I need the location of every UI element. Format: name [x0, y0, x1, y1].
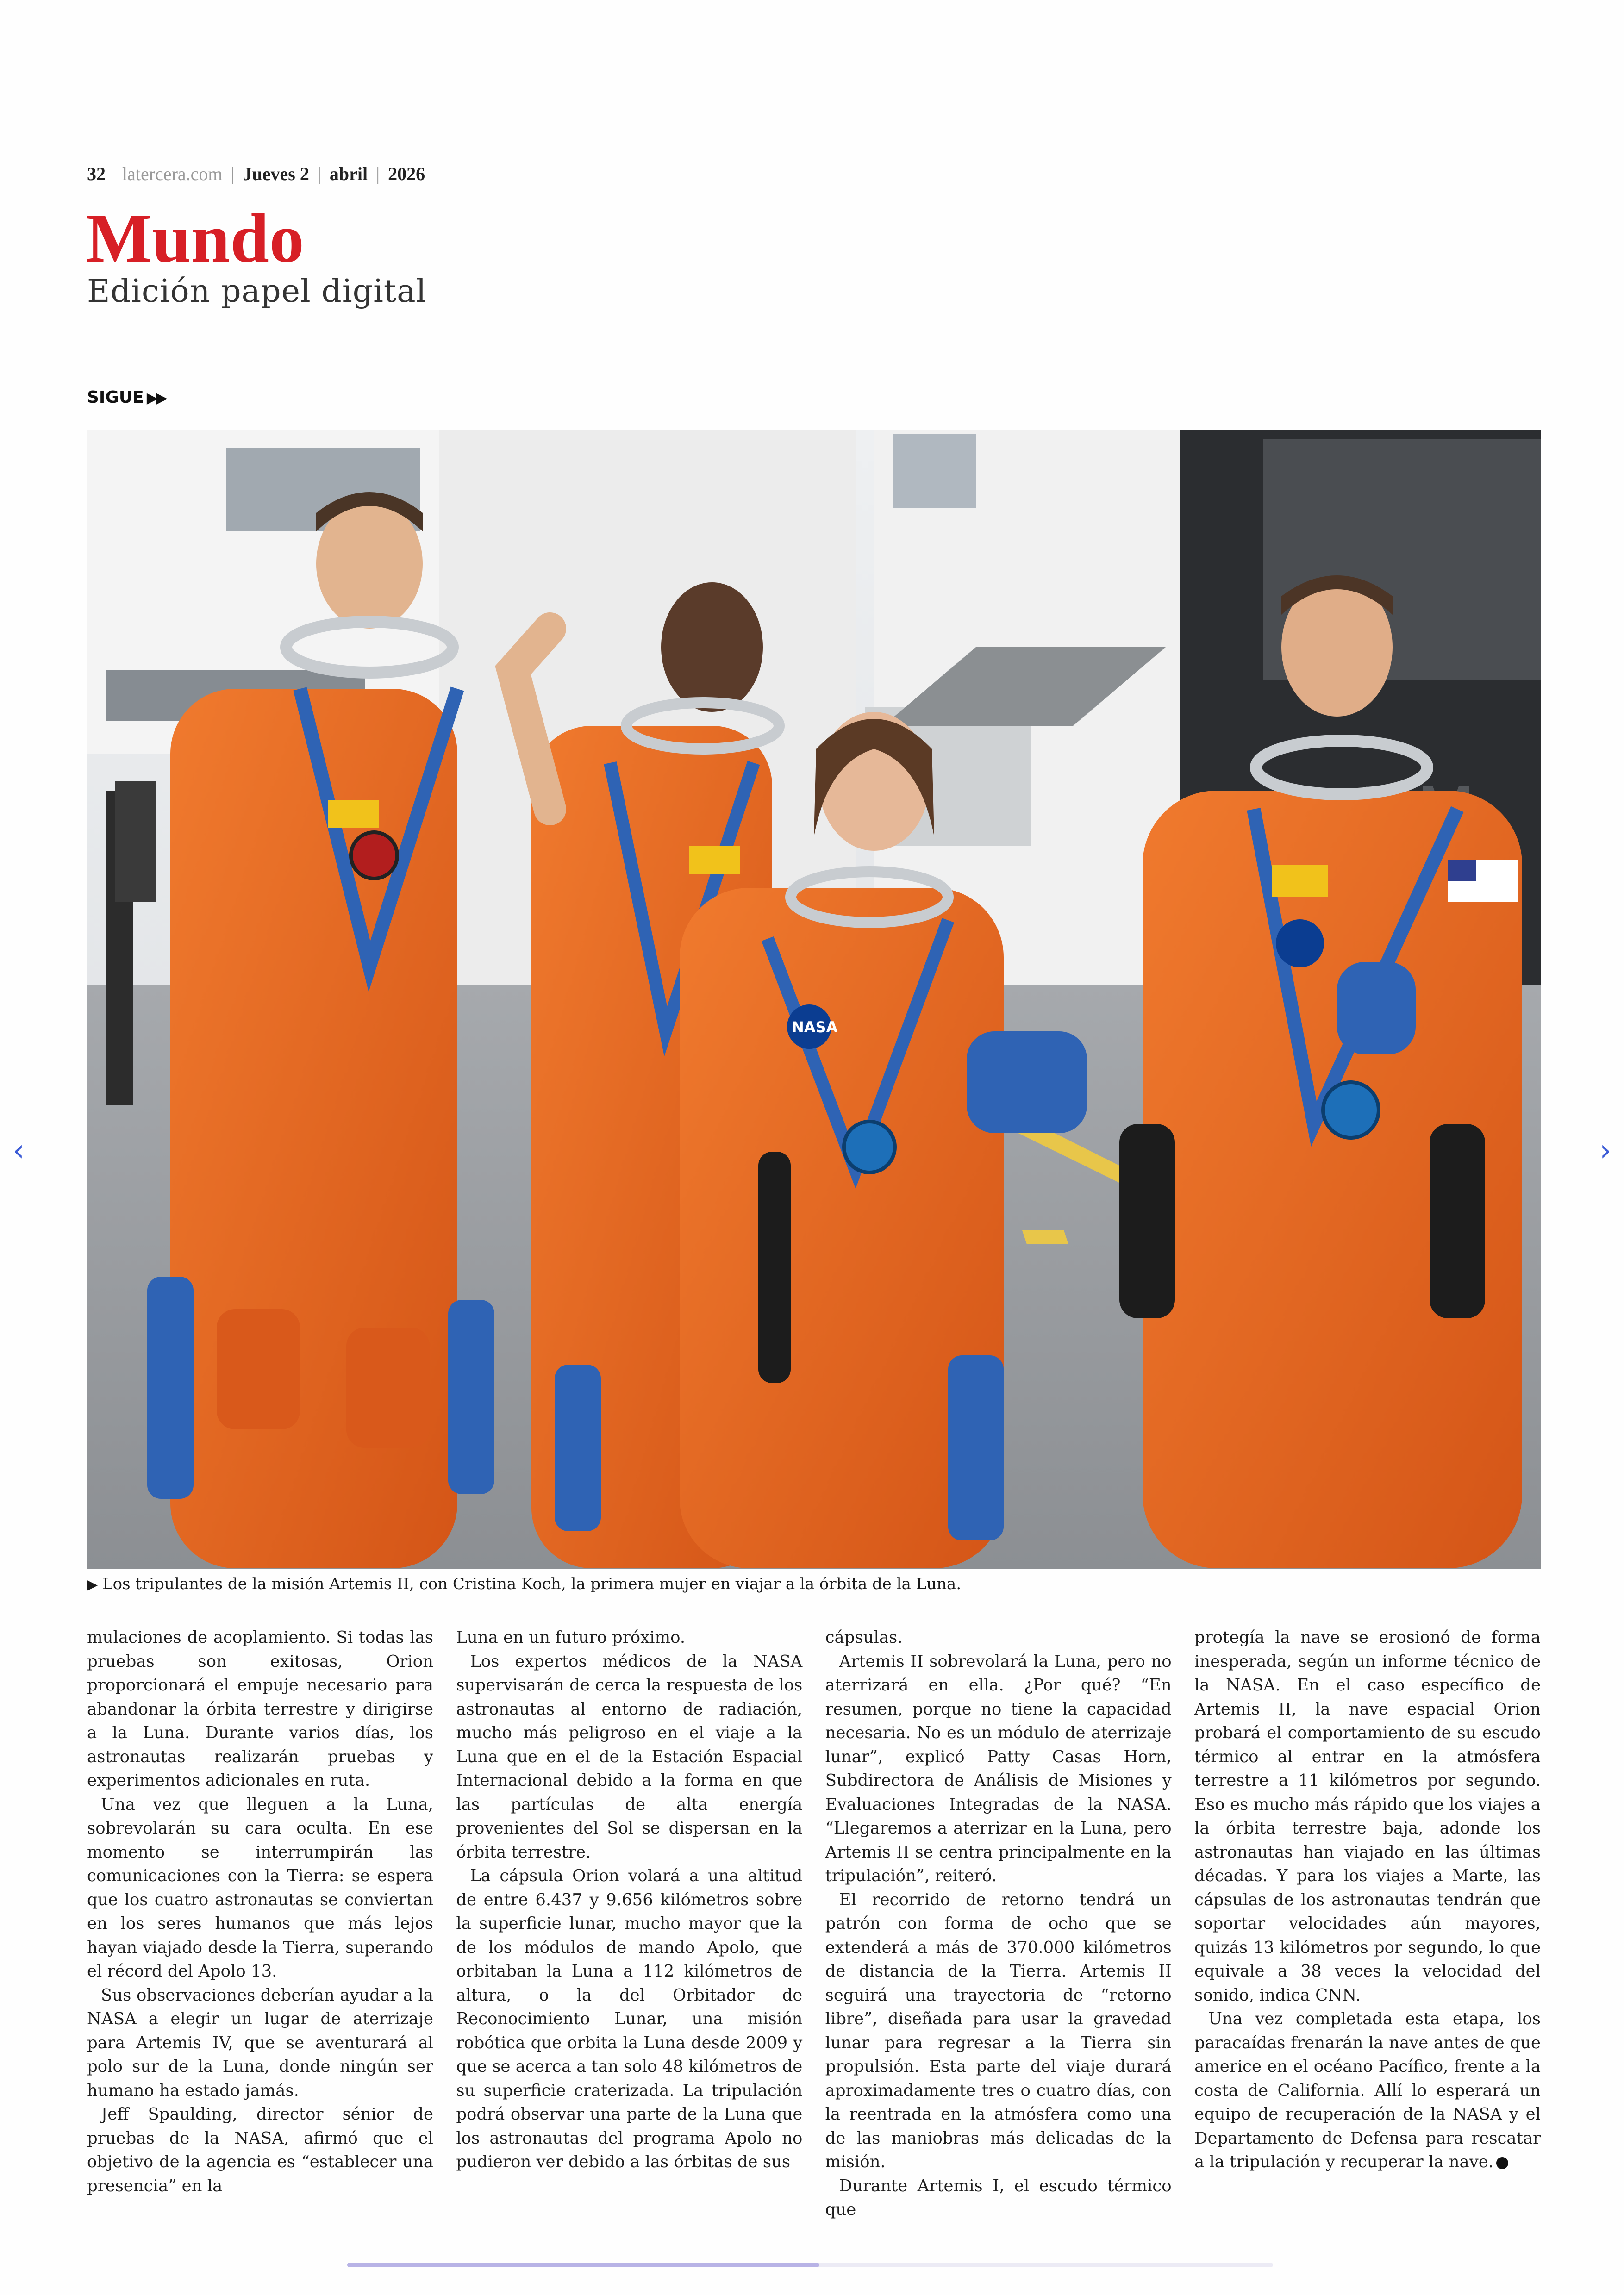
- paragraph: Una vez que lleguen a la Luna, sobrevolarán su cara oculta. En ese momento se interrumpirán las comunicaciones con la Tierra: se espera que los cuatro astronautas se conviertan en los seres humanos que más lejos hayan viajado desde la Tierra, superando el récord del Apolo 13.: [87, 1795, 433, 1981]
- paragraph: Sus observaciones deberían ayudar a la NASA a elegir un lugar de aterrizaje para Artemis IV, que se aventurará al polo sur de la Luna, donde ningún ser humano ha estado jamás.: [87, 1985, 433, 2100]
- paragraph: El recorrido de retorno tendrá un patrón con forma de ocho que se extenderá a más de 370.000 kilómetros de distancia de la Tierra. Artemis II seguirá una trayectoria de “retorno libre”, diseñada para usar la gravedad lunar para regresar a la Tierra sin propulsión. Esta parte del viaje durará aproximadamente tres o cuatro días, con la reentrada en la atmósfera como una de las maniobras más delicadas de la misión.: [825, 1890, 1172, 2171]
- site-name[interactable]: latercera.com: [122, 163, 223, 184]
- paragraph: mulaciones de acoplamiento. Si todas las pruebas son exitosas, Orion proporcionará el empuje necesario para abandonar la órbita terrestre y dirigirse a la Luna. Durante varios días, los astronautas realizarán pruebas y experimentos adicionales en ruta.: [87, 1628, 433, 1790]
- scrollbar-thumb[interactable]: [347, 2263, 819, 2267]
- date-day: Jueves 2: [243, 163, 309, 184]
- page-number: 32: [87, 163, 106, 184]
- caption-text: Los tripulantes de la misión Artemis II, con Cristina Koch, la primera mujer en viajar a la órbita de la Luna.: [102, 1575, 962, 1593]
- paragraph: cápsulas.: [825, 1628, 903, 1647]
- paragraph: Artemis II sobrevolará la Luna, pero no aterrizará en ella. ¿Por qué? “En resumen, porque no tiene la capacidad necesaria. No es un módulo de aterrizaje lunar”, explicó Patty Casas Horn, Subdirectora de Análisis de Misiones y Evaluaciones Integradas de la NASA. “Llegaremos a aterrizar en la Luna, pero Artemis II se centra principalmente en la tripulación”, reiteró.: [825, 1652, 1172, 1885]
- article-photo: [87, 430, 1541, 1569]
- paragraph: Jeff Spaulding, director sénior de pruebas de la NASA, afirmó que el objetivo de la agencia es “establecer una presencia” en la: [87, 2105, 433, 2195]
- double-arrow-icon: ▶▶: [146, 389, 166, 406]
- article-column-3: [825, 1626, 1172, 2219]
- date-year: 2026: [388, 163, 425, 184]
- caption-arrow-icon: ▶: [87, 1577, 98, 1593]
- gallery-next-button[interactable]: ›: [1599, 1134, 1612, 1168]
- paragraph: La cápsula Orion volará a una altitud de entre 6.437 y 9.656 kilómetros sobre la superficie lunar, mucho mayor que la de los módulos de mando Apolo, que orbitaban la Luna a 112 kilómetros de altura, o la del Orbitador de Reconocimiento Lunar, una misión robótica que orbita la Luna desde 2009 y que se acerca a tan solo 48 kilómetros de su superficie craterizada. La tripulación podrá observar una parte de la Luna que los astronautas del programa Apolo no pudieron ver debido a las órbitas de sus: [456, 1866, 803, 2171]
- article-body: [87, 1626, 1541, 2219]
- page-folio: 32 latercera.com | Jueves 2 | abril | 2026: [87, 163, 425, 184]
- paragraph: protegía la nave se erosionó de forma inesperada, según un informe técnico de la NASA. En el caso específico de Artemis II, la nave espacial Orion probará el comportamiento de su escudo térmico al entrar en la atmósfera terrestre a 11 kilómetros por segundo. Eso es mucho más rápido que los viajes a la órbita terrestre baja, adonde los astronautas han viajado en las últimas décadas. Y para los viajes a Marte, las cápsulas de los astronautas tendrán que soportar velocidades aún mayores, quizás 13 kilómetros por segundo, lo que equivale a 38 veces la velocidad del sonido, indica CNN.: [1194, 1628, 1541, 2005]
- kicker-sigue: [87, 388, 166, 407]
- section-title: Mundo: [86, 200, 305, 277]
- paragraph: Durante Artemis I, el escudo térmico que: [825, 2176, 1172, 2219]
- article-column-1: [87, 1626, 433, 2195]
- article-column-4: [1194, 1626, 1541, 2171]
- photo-caption: [87, 1575, 1541, 1593]
- section-subtitle: Edición papel digital: [87, 273, 427, 310]
- kicker-label: SIGUE: [87, 388, 144, 407]
- nasa-patch-label: NASA: [792, 1018, 838, 1036]
- paragraph: Los expertos médicos de la NASA supervisarán de cerca la respuesta de los astronautas al entorno de radiación, mucho más peligroso en el viaje a la Luna que en el de la Estación Espacial Internacional debido a la forma en que las partículas de alta energía provenientes del Sol se dispersan en la órbita terrestre.: [456, 1652, 803, 1862]
- page-scrollbar[interactable]: [347, 2263, 1273, 2267]
- paragraph-last: Una vez completada esta etapa, los paracaídas frenarán la nave antes de que americe en el océano Pacífico, frente a la costa de California. Allí lo esperará un equipo de recuperación de la NASA y el Departamento de Defensa para rescatar a la tripulación y recuperar la nave.: [1194, 2009, 1541, 2171]
- end-of-article-icon: [1496, 2157, 1508, 2169]
- astronauts-illustration: [87, 430, 1541, 1569]
- paragraph: Luna en un futuro próximo.: [456, 1628, 686, 1647]
- article-column-2: [456, 1626, 803, 2171]
- gallery-prev-button[interactable]: ‹: [12, 1134, 25, 1168]
- date-month: abril: [329, 163, 368, 184]
